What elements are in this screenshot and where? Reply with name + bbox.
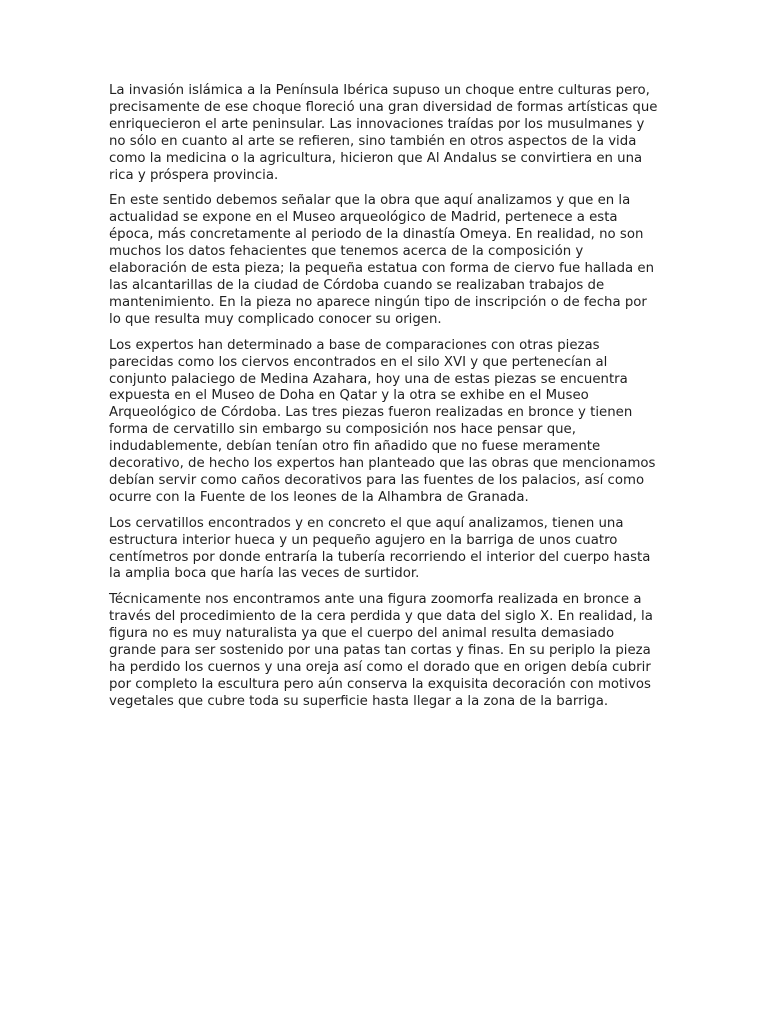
paragraph-4: Los cervatillos encontrados y en concreto el que aquí analizamos, tienen una estructura interior hueca y un pequeño agujero en la barriga de unos cuatro centímetros por donde entraría la tubería recorriendo el interior del cuerpo hasta la amplia boca que haría las veces de surtidor. [109,515,651,582]
paragraph-3: Los expertos han determinado a base de comparaciones con otras piezas parecidas como los ciervos encontrados en el silo XVI y que pertenecían al conjunto palaciego de Medina Azahara, hoy una de estas piezas se encuentra expuesta en el Museo de Doha en Qatar y la otra se exhibe en el Museo Arqueológico de Córdoba. Las tres piezas fueron realizadas en bronce y tienen forma de cervatillo sin embargo su composición nos hace pensar que, indudablemente, debían tenían otro fin añadido que no fuese meramente decorativo, de hecho los expertos han planteado que las obras que mencionamos debían servir como caños decorativos para las fuentes de los palacios, así como ocurre con la Fuente de los leones de la Alhambra de Granada. [109,337,656,505]
paragraph-2: En este sentido debemos señalar que la obra que aquí analizamos y que en la actualidad se expone en el Museo arqueológico de Madrid, pertenece a esta época, más concretamente al periodo de la dinastía Omeya. En realidad, no son muchos los datos fehacientes que tenemos acerca de la composición y elaboración de esta pieza; la pequeña estatua con forma de ciervo fue hallada en las alcantarillas de la ciudad de Córdoba cuando se realizaban trabajos de mantenimiento. En la pieza no aparece ningún tipo de inscripción o de fecha por lo que resulta muy complicado conocer su origen. [109,193,654,327]
paragraph-5: Técnicamente nos encontramos ante una figura zoomorfa realizada en bronce a través del procedimiento de la cera perdida y que data del siglo X. En realidad, la figura no es muy naturalista ya que el cuerpo del animal resulta demasiado grande para ser sostenido por una patas tan cortas y finas. En su periplo la pieza ha perdido los cuernos y una oreja así como el dorado que en origen debía cubrir por completo la escultura pero aún conserva la exquisita decoración con motivos vegetales que cubre toda su superficie hasta llegar a la zona de la barriga. [109,592,653,709]
document-body [109,83,661,720]
paragraph-1: La invasión islámica a la Península Ibérica supuso un choque entre culturas pero, precisamente de ese choque floreció una gran diversidad de formas artísticas que enriquecieron el arte peninsular. Las innovaciones traídas por los musulmanes y no sólo en cuanto al arte se refieren, sino también en otros aspectos de la vida como la medicina o la agricultura, hicieron que Al Andalus se convirtiera en una rica y próspera provincia. [109,83,658,183]
